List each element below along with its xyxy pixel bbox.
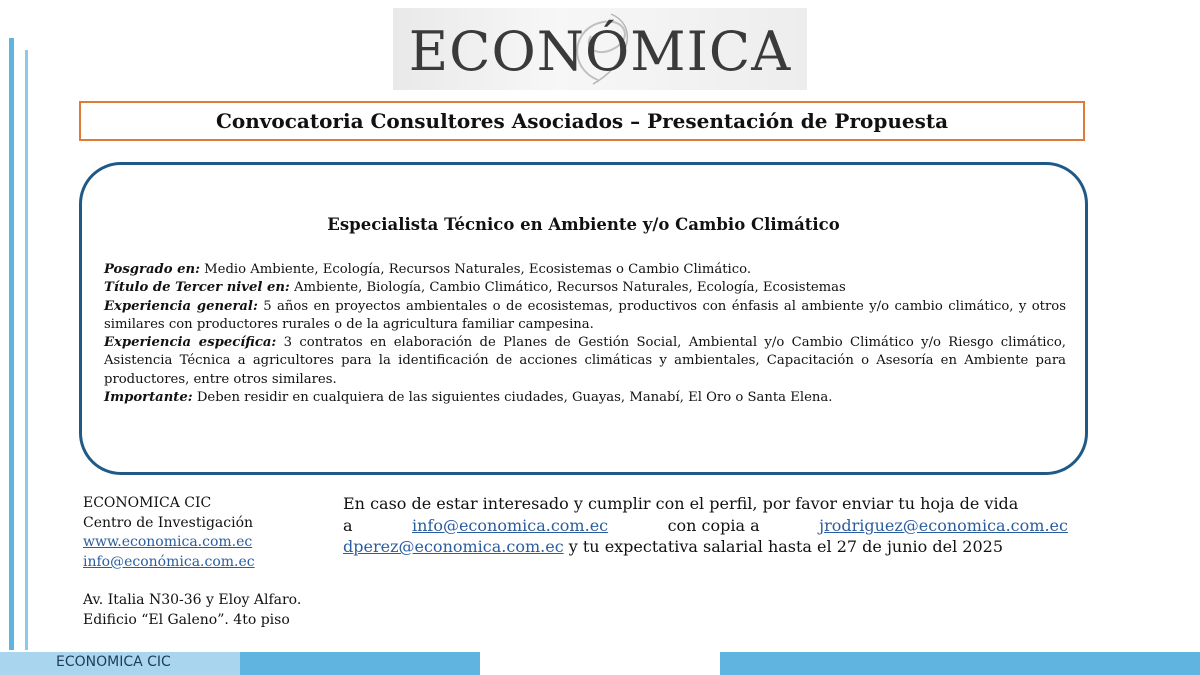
company-name: ECONOMICA CIC	[83, 495, 212, 511]
instructions-tail: y tu expectativa salarial hasta el 27 de junio del 2025	[563, 537, 1004, 556]
instructions-a: a	[343, 515, 353, 535]
instructions-copy-text: con copia a	[667, 515, 760, 535]
requirement-item	[104, 389, 1066, 407]
logo-text: ECONÓMICA	[408, 20, 792, 83]
street-address: Av. Italia N30-36 y Eloy Alfaro.	[83, 592, 302, 608]
left-accent-bar-thin	[25, 50, 28, 650]
company-subtitle: Centro de Investigación	[83, 514, 254, 531]
requirement-label: Experiencia específica:	[104, 335, 277, 351]
application-instructions	[343, 493, 1068, 558]
requirement-text: 3 contratos en elaboración de Planes de Gestión Social, Ambiental y/o Cambio Climático y/o Riesgo climático, Asistencia Técnica a agricultores para la identificación de acciones climáticas y ambientales, Capacitación o Asesoría en Ambiente para productores, entre otros similares.	[104, 335, 1066, 387]
instructions-line	[343, 515, 1068, 537]
requirement-label: Experiencia general:	[104, 298, 258, 314]
requirement-text: Deben residir en cualquiera de las siguientes ciudades, Guayas, Manabí, El Oro o Santa Elena.	[192, 390, 833, 406]
position-card	[79, 162, 1088, 475]
economica-logo	[393, 8, 807, 90]
info-email-link[interactable]: info@económica.com.ec	[83, 553, 255, 570]
requirement-text: 5 años en proyectos ambientales o de ecosistemas, productivos con énfasis al ambiente y/o cambio climático, y otros similares con productores rurales o de la agricultura familiar campesina.	[104, 298, 1066, 332]
requirement-text: Medio Ambiente, Ecología, Recursos Naturales, Ecosistemas o Cambio Climático.	[199, 262, 752, 277]
footer-label: ECONOMICA CIC	[56, 654, 171, 670]
requirements-list	[104, 261, 1066, 407]
page-title: Convocatoria Consultores Asociados – Presentación de Propuesta	[79, 101, 1085, 141]
instructions-line	[343, 536, 1068, 558]
position-title: Especialista Técnico en Ambiente y/o Cambio Climático	[327, 215, 840, 234]
requirement-item	[104, 279, 1066, 297]
requirement-item	[104, 261, 1066, 279]
company-address-block	[83, 494, 333, 630]
requirement-text: Ambiente, Biología, Cambio Climático, Recursos Naturales, Ecología, Ecosistemas	[289, 280, 846, 296]
left-accent-bar	[9, 38, 14, 650]
building-address: Edificio “El Galeno”. 4to piso	[83, 611, 290, 628]
requirement-label: Título de Tercer nivel en:	[104, 280, 290, 296]
requirement-label: Importante:	[104, 390, 193, 406]
requirement-label: Posgrado en:	[104, 262, 200, 277]
requirement-item	[104, 298, 1066, 335]
footer-bar-right	[720, 652, 1200, 675]
instructions-line	[343, 493, 1068, 515]
info-email-link[interactable]: info@economica.com.ec	[411, 515, 609, 535]
instructions-text: En caso de estar interesado y cumplir con el perfil, por favor enviar tu hoja de vida	[343, 494, 1019, 513]
jrodriguez-email-link[interactable]: jrodriguez@economica.com.ec	[819, 515, 1068, 535]
website-link[interactable]: www.economica.com.ec	[83, 534, 253, 550]
requirement-item	[104, 334, 1066, 389]
dperez-email-link[interactable]: dperez@economica.com.ec	[343, 537, 564, 556]
